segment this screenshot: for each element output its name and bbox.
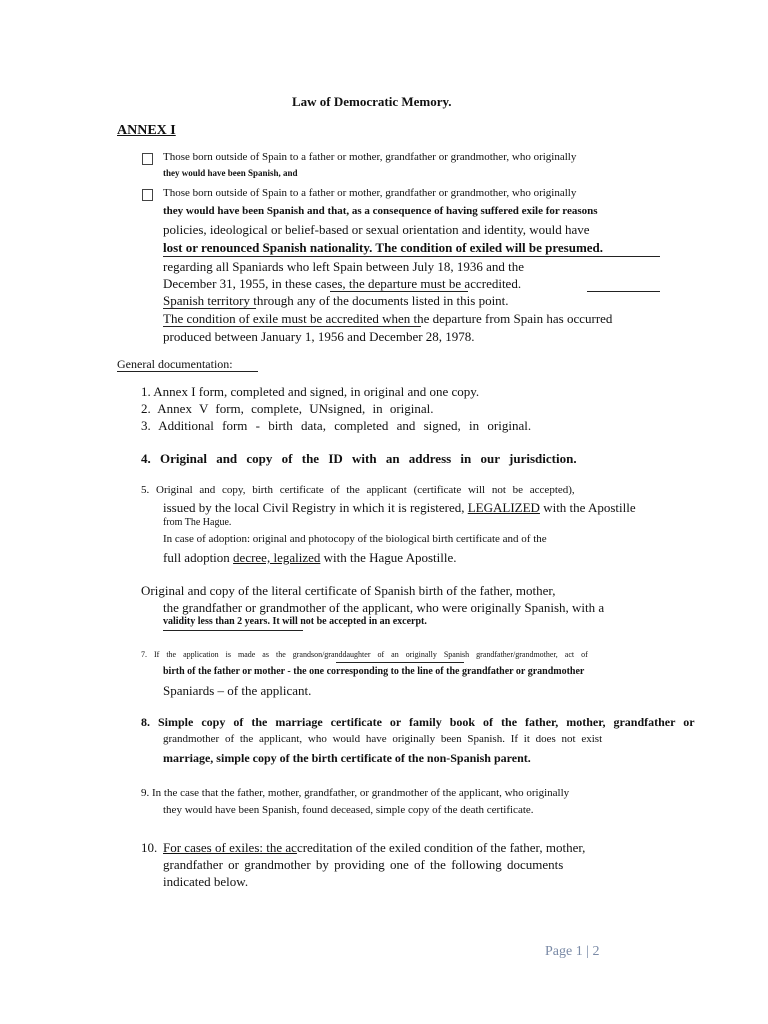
- list-item-9-line-1-text: 9. In the case that the father, mother, grandfather, or grandmother of the applicant, who originally: [141, 787, 570, 799]
- checkbox-icon: [142, 189, 153, 201]
- decree-legalized-text: decree, legalized: [233, 550, 321, 565]
- exiles-underlined-text: For cases of exiles: the ac: [163, 840, 297, 855]
- list-item-10-line-2: grandfather or grandmother by providing one of the following documents: [163, 857, 564, 872]
- list-item-6-line-2: the grandfather or grandmother of the applicant, who were originally Spanish, with a: [163, 600, 605, 615]
- list-item-7-line-3: Spaniards – of the applicant.: [163, 683, 312, 698]
- list-item-6-line-3: validity less than 2 years. It will not be accepted in an excerpt.: [163, 616, 427, 627]
- underline-rule: [336, 662, 464, 663]
- underline-rule: [330, 291, 468, 292]
- bullet-2-line-1: Those born outside of Spain to a father or mother, grandfather or grandmother, who originally: [163, 187, 577, 199]
- hague-apostille-text: with the Hague Apostille.: [320, 550, 457, 565]
- bullet-2-line-3-text: policies, ideological or belief-based or sexual orientation and identity, would have: [163, 222, 590, 237]
- list-item-1-text: 1. Annex I form, completed and signed, in original and one copy.: [141, 384, 480, 399]
- list-item-1: [141, 384, 602, 400]
- bullet-2-line-3: [163, 222, 673, 238]
- underline-rule: [163, 326, 421, 327]
- list-item-9-line-1: [141, 787, 747, 799]
- page-number: Page 1 | 2: [545, 944, 600, 959]
- list-item-10-line-1-text: creditation of the exiled condition of the father, mother,: [296, 840, 586, 855]
- bullet-1-line-1: Those born outside of Spain to a father or mother, grandfather or grandmother, who originally: [163, 151, 577, 163]
- bullet-2-line-5: regarding all Spaniards who left Spain between July 18, 1936 and the: [163, 259, 525, 274]
- general-heading: General documentation:: [117, 357, 233, 371]
- list-item-10-number: 10.: [141, 840, 158, 855]
- list-item-2: 2. Annex V form, complete, UNsigned, in original.: [141, 401, 434, 416]
- bullet-2-line-7: Spanish territory through any of the documents listed in this point.: [163, 293, 509, 308]
- bullet-2-line-8: The condition of exile must be accredited when the departure from Spain has occurred: [163, 311, 613, 326]
- list-item-5-line-2: [163, 500, 636, 516]
- underline-rule: [117, 371, 258, 372]
- list-item-10-line-3: indicated below.: [163, 874, 249, 889]
- list-item-5-line-5: [163, 550, 457, 566]
- list-item-4: 4. Original and copy of the ID with an address in our jurisdiction.: [141, 451, 577, 466]
- underline-rule: [587, 291, 660, 292]
- annex-heading: ANNEX I: [117, 123, 176, 138]
- bullet-2-line-9: produced between January 1, 1956 and December 28, 1978.: [163, 329, 475, 344]
- list-item-9-line-2: they would have been Spanish, found deceased, simple copy of the death certificate.: [163, 804, 534, 816]
- list-item-3: 3. Additional form - birth data, completed and signed, in original.: [141, 418, 532, 433]
- list-item-7-line-2: birth of the father or mother - the one corresponding to the line of the grandfather or grandmother: [163, 666, 585, 677]
- bullet-2-line-6: December 31, 1955, in these cases, the departure must be accredited.: [163, 276, 522, 291]
- list-item-5-line-5-text: full adoption: [163, 550, 234, 565]
- list-item-8-line-1: 8. Simple copy of the marriage certificate or family book of the father, mother, grandfather or: [141, 715, 695, 729]
- legalized-text: LEGALIZED: [467, 500, 540, 515]
- list-item-5-line-3: from The Hague.: [163, 517, 232, 528]
- page-title: Law of Democratic Memory.: [292, 94, 452, 109]
- underline-rule: [163, 256, 660, 257]
- apostille-text: with the Apostille: [539, 500, 636, 515]
- list-item-8-line-3: marriage, simple copy of the birth certificate of the non-Spanish parent.: [163, 751, 531, 765]
- checkbox-icon: [142, 153, 153, 165]
- list-item-8-line-2: grandmother of the applicant, who would have originally been Spanish. If it does not exist: [163, 733, 603, 745]
- list-item-5-line-1: 5. Original and copy, birth certificate of the applicant (certificate will not be accepted),: [141, 484, 575, 496]
- list-item-10-line-1: [163, 840, 585, 856]
- list-item-7-line-1: 7. If the application is made as the grandson/granddaughter of an originally Spanish grandfather/grandmother, act of: [141, 650, 588, 659]
- underline-rule: [163, 630, 303, 631]
- bullet-2-line-4: lost or renounced Spanish nationality. The condition of exiled will be presumed.: [163, 240, 604, 255]
- list-item-5-line-4: In case of adoption: original and photocopy of the biological birth certificate and of the: [163, 533, 547, 545]
- list-item-5-line-2-text: issued by the local Civil Registry in which it is registered,: [163, 500, 468, 515]
- bullet-2-line-2: they would have been Spanish and that, as a consequence of having suffered exile for reasons: [163, 205, 598, 217]
- bullet-1-line-2: they would have been Spanish, and: [163, 168, 298, 178]
- underline-rule: [163, 308, 256, 309]
- list-item-6-line-1-text: Original and copy of the literal certificate of Spanish birth of the father, mother,: [141, 583, 556, 598]
- list-item-6-line-1: [141, 583, 703, 599]
